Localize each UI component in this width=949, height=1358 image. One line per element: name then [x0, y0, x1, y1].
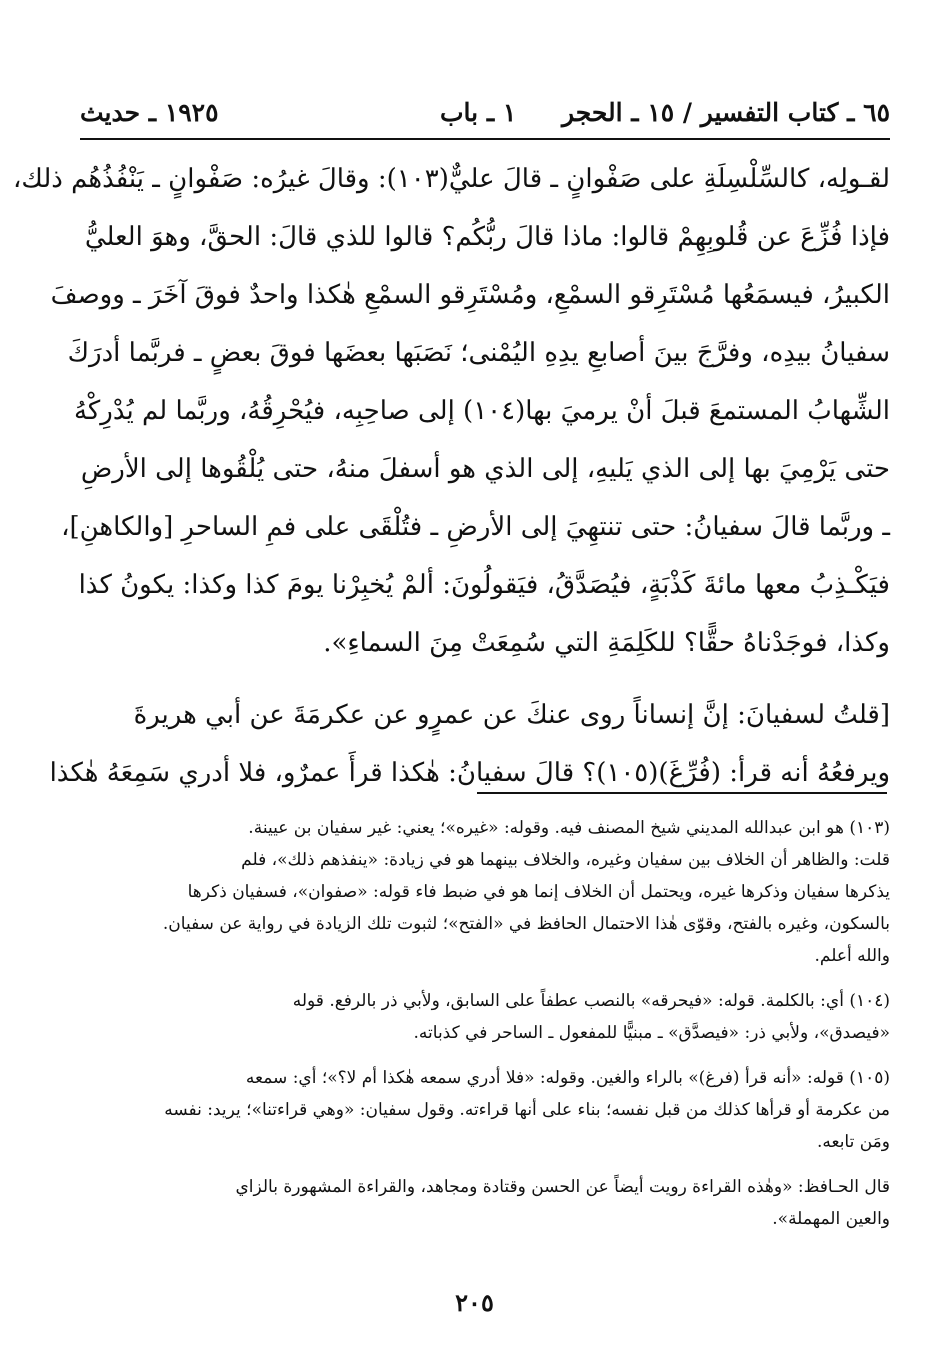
text-line: لقـولِه، كالسِّلْسِلَةِ على صَفْوانٍ ـ قالَ عليٌّ(١٠٣): وقالَ غيرُه: صَفْوانٍ ـ يَنْفُذُهُم ذلك،	[13, 164, 890, 194]
footnote-line: بالسكون، وغيره بالفتح، وقوّى هٰذا الاحتمال الحافظ في «الفتح»؛ لثبوت تلك الزيادة في رواية عن سفيان.	[162, 914, 890, 934]
text-line: [قلتُ لسفيانَ: إنَّ إنساناً روى عنكَ عن عمرٍو عن عكرمَةَ عن أبي هريرةَ	[133, 700, 890, 730]
footnote-line: «فيصدق»، ولأبي ذر: «فيصدَّق» ـ مبنيًّا للمفعول ـ الساحر في كذباته.	[413, 1023, 890, 1043]
page-number: ٢٠٥	[455, 1288, 494, 1317]
footnote-line: ومَن تابعه.	[816, 1132, 890, 1152]
text-line: حتى يَرْمِيَ بها إلى الذي يَليهِ، إلى الذي هو أسفلَ منهُ، حتى يُلْقُوها إلى الأرضِ	[80, 454, 890, 484]
text-line: وكذا، فوجَدْناهُ حقًّا؟ للكَلِمَةِ التي سُمِعَتْ مِنَ السماءِ».	[323, 628, 890, 658]
hadith-text	[13, 150, 890, 802]
text-line: الكبيرُ، فيسمَعُها مُسْتَرِقو السمْعِ، ومُسْتَرِقو السمْعِ هٰكذا واحدٌ فوقَ آخَرَ ـ ووصفَ	[50, 280, 890, 310]
header-chapter: ١ ـ باب	[440, 98, 517, 127]
text-line: سفيانُ بيدِه، وفرَّجَ بينَ أصابعِ يدِهِ اليُمْنى؛ نَصَبَها بعضَها فوقَ بعضٍ ـ فربَّما أدرَكَ	[67, 338, 890, 368]
text-line: الشِّهابُ المستمعَ قبلَ أنْ يرميَ بها(١٠٤) إلى صاحِبِه، فيُحْرِقُهُ، وربَّما لم يُدْرِكْهُ	[73, 396, 890, 426]
footnote-line: قلت: والظاهر أن الخلاف بين سفيان وغيره، والخلاف بينهما هو في زيادة: «ينفذهم ذلك»، فلم	[241, 850, 890, 870]
running-header	[80, 90, 890, 140]
footnote-line: من عكرمة أو قرأها كذلك من قبل نفسه؛ بناء على أنها قراءته. وقول سفيان: «وهي قراءتنا»؛ يريد: نفسه	[164, 1100, 890, 1120]
footnote-line: قال الحـافظ: «وهٰذه القراءة رويت أيضاً عن الحسن وقتادة ومجاهد، والقراءة المشهورة بالزاي	[235, 1177, 890, 1197]
footnote-line: (١٠٣) هو ابن عبدالله المديني شيخ المصنف فيه. وقوله: «غيره»؛ يعني: غير سفيان بن عيينة.	[248, 818, 890, 838]
text-line: ويرفعُهُ أنه قرأ: (فُرِّغَ)(١٠٥)؟ قالَ سفيانُ: هٰكذا قرأَ عمرٌو، فلا أدري سَمِعَهُ هٰكذا	[49, 758, 890, 788]
header-section: ٦٥ ـ كتاب التفسير / ١٥ ـ الحجر	[561, 98, 890, 127]
text-line: فإذا فُزِّعَ عن قُلوبِهِمْ قالوا: ماذا قالَ ربُّكُم؟ قالوا للذي قالَ: الحقَّ، وهوَ العليُّ	[84, 222, 890, 252]
footnote-line: والله أعلم.	[814, 946, 890, 966]
footnote-line: يذكرها سفيان وذكرها غيره، ويحتمل أن الخلاف إنما هو في ضبط فاء قوله: «صفوان»، فسفيان ذكرها	[187, 882, 890, 902]
footnote-separator	[477, 792, 887, 794]
text-line: فيَكْـذِبُ معها مائةَ كَذْبَةٍ، فيُصَدَّقُ، فيَقولُونَ: ألمْ يُخبِرْنا يومَ كذا وكذا: يكونُ كذا	[78, 570, 890, 600]
footnote-line: (١٠٥) قوله: «أنه قرأ (فرغ)» بالراء والغين. وقوله: «فلا أدري سمعه هٰكذا أم لا؟»؛ أي: سمعه	[245, 1068, 890, 1088]
text-line: ـ وربَّما قالَ سفيانُ: حتى تنتهِيَ إلى الأرضِ ـ فتُلْقَى على فمِ الساحرِ [والكاهنِ]،	[61, 512, 890, 542]
footnote-line: والعين المهملة».	[772, 1209, 890, 1229]
footnotes	[80, 812, 890, 1235]
header-hadith-number: ١٩٢٥ ـ حديث	[80, 98, 219, 127]
footnote-line: (١٠٤) أي: بالكلمة. قوله: «فيحرقه» بالنصب عطفاً على السابق، ولأبي ذر بالرفع. قوله	[292, 991, 890, 1011]
